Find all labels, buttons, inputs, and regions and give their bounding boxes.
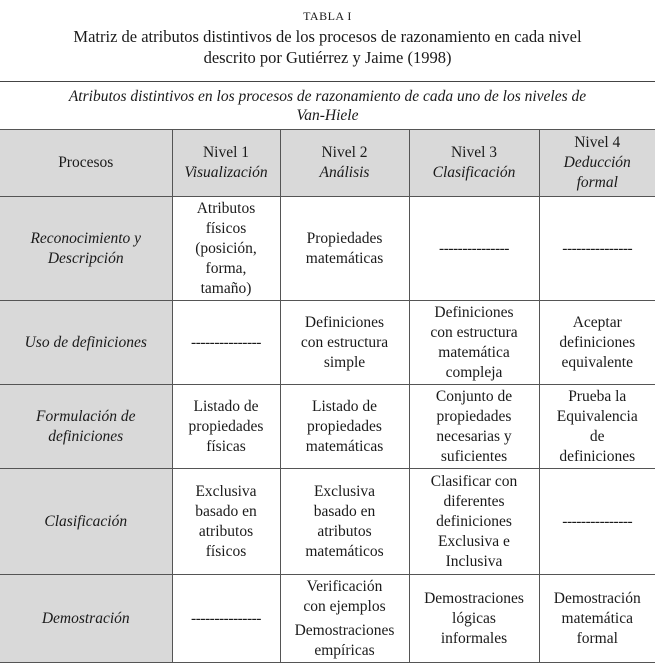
header-nivel-1: Nivel 1 Visualización	[172, 130, 280, 197]
cell-r4-n3: Clasificar con diferentes definiciones Exclusiva e Inclusiva	[409, 469, 539, 575]
proceso-clasificacion: Clasificación	[0, 469, 172, 575]
cell-r3-n3: Conjunto de propiedades necesarias y suficientes	[409, 385, 539, 469]
cell-r3-n1: Listado de propiedades físicas	[172, 385, 280, 469]
proceso-reconocimiento: Reconocimiento y Descripción	[0, 197, 172, 301]
caption-line-2: Van-Hiele	[296, 107, 359, 124]
cell-r5-n3: Demostraciones lógicas informales	[409, 575, 539, 663]
cell-r2-n1: ---------------	[172, 301, 280, 385]
cell-r5-n4: Demostración matemática formal	[539, 575, 655, 663]
title-line-2: descrito por Gutiérrez y Jaime (1998)	[203, 48, 452, 67]
top-rule	[0, 81, 655, 82]
table-caption	[0, 87, 655, 125]
cell-r2-n2: Definiciones con estructura simple	[280, 301, 409, 385]
cell-r3-n4: Prueba la Equivalencia de definiciones	[539, 385, 655, 469]
header-row	[0, 130, 655, 197]
cell-r2-n3: Definiciones con estructura matemática compleja	[409, 301, 539, 385]
table-row	[0, 301, 655, 385]
cell-r3-n2: Listado de propiedades matemáticas	[280, 385, 409, 469]
cell-r4-n1: Exclusiva basado en atributos físicos	[172, 469, 280, 575]
table-row	[0, 575, 655, 663]
header-nivel-4: Nivel 4 Deducción formal	[539, 130, 655, 197]
proceso-formulacion: Formulación de definiciones	[0, 385, 172, 469]
cell-r1-n2: Propiedades matemáticas	[280, 197, 409, 301]
cell-r1-n4: ---------------	[539, 197, 655, 301]
cell-r2-n4: Aceptar definiciones equivalente	[539, 301, 655, 385]
proceso-demostracion: Demostración	[0, 575, 172, 663]
cell-r4-n4: ---------------	[539, 469, 655, 575]
table-row	[0, 197, 655, 301]
header-nivel-2: Nivel 2 Análisis	[280, 130, 409, 197]
table-label: TABLA I	[303, 9, 352, 23]
cell-r1-n1: Atributos físicos (posición, forma, tamaño)	[172, 197, 280, 301]
table-row	[0, 385, 655, 469]
table-row	[0, 469, 655, 575]
attributes-table	[0, 129, 655, 663]
table-title	[28, 26, 628, 68]
cell-r5-n2: Verificación con ejemplos Demostraciones empíricas	[280, 575, 409, 663]
cell-r4-n2: Exclusiva basado en atributos matemáticos	[280, 469, 409, 575]
title-line-1: Matriz de atributos distintivos de los procesos de razonamiento en cada nivel	[73, 27, 582, 46]
cell-r1-n3: ---------------	[409, 197, 539, 301]
header-nivel-3: Nivel 3 Clasificación	[409, 130, 539, 197]
cell-r5-n1: ---------------	[172, 575, 280, 663]
proceso-uso-definiciones: Uso de definiciones	[0, 301, 172, 385]
header-procesos: Procesos	[0, 130, 172, 197]
caption-line-1: Atributos distintivos en los procesos de razonamiento de cada uno de los niveles de	[68, 88, 587, 105]
